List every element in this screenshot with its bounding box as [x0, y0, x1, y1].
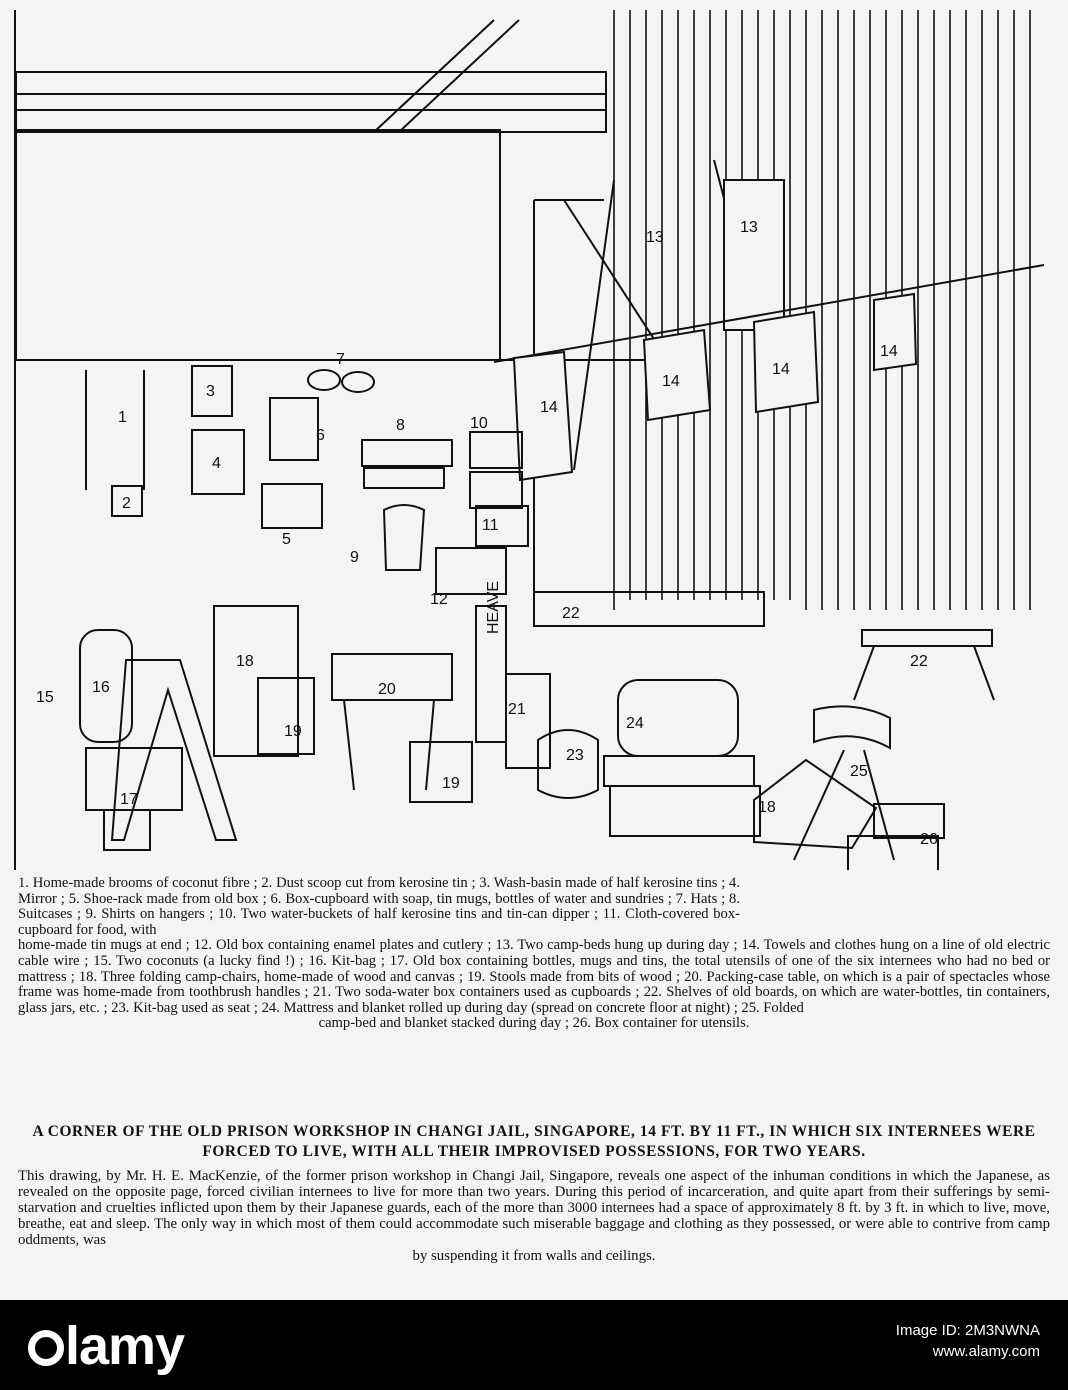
label-14d: 14	[880, 343, 898, 360]
label-10: 10	[470, 415, 488, 432]
caption-headline: A CORNER OF THE OLD PRISON WORKSHOP IN CHANGI JAIL, SINGAPORE, 14 FT. BY 11 FT., IN WHICH SIX INTERNEES WERE FORCED TO LIVE, WITH ALL THEIR IMPROVISED POSSESSIONS, FOR TWO YEARS.	[32, 1123, 1036, 1160]
crate-stencil: HEAVE	[485, 580, 502, 634]
label-25: 25	[850, 763, 868, 780]
label-15: 15	[36, 689, 54, 706]
legend-line-1: 1. Home-made brooms of coconut fibre ; 2. Dust scoop cut from kerosine tin ; 3. Wash-basin made of half kerosine tins ; 4. Mirror ; 5. Shoe-rack made from old box ; 6. Box-cupboard with soap, tin mugs, bottles of water and sundries ; 7. Hats ; 8. Suitcases ; 9. Shirts on hangers ; 10. Two water-buckets of half kerosine tins and tin-can dipper ; 11. Cloth-covered box-cupboard for food, with	[18, 875, 740, 938]
label-14c: 14	[772, 361, 790, 378]
caption-body	[18, 1168, 1050, 1264]
label-7: 7	[336, 351, 345, 368]
label-17: 17	[120, 791, 138, 808]
label-20: 20	[378, 681, 396, 698]
label-3: 3	[206, 383, 215, 400]
label-1: 1	[118, 409, 127, 426]
label-14a: 14	[540, 399, 558, 416]
label-12: 12	[430, 591, 448, 608]
label-19b: 19	[442, 775, 460, 792]
label-13b: 13	[740, 219, 758, 236]
label-14b: 14	[662, 373, 680, 390]
label-11: 11	[482, 517, 499, 534]
logo-a-icon	[28, 1330, 64, 1366]
caption-last-line: by suspending it from walls and ceilings.	[412, 1248, 656, 1264]
stock-image-id	[896, 1322, 1040, 1360]
label-6: 6	[316, 427, 325, 444]
label-21: 21	[508, 701, 526, 718]
label-18b: 18	[758, 799, 776, 816]
label-9: 9	[350, 549, 359, 566]
label-5: 5	[282, 531, 291, 548]
label-24: 24	[626, 715, 644, 732]
label-18a: 18	[236, 653, 254, 670]
furniture	[80, 606, 944, 870]
caption-paragraph: This drawing, by Mr. H. E. MacKenzie, of the former prison workshop in Changi Jail, Singapore, reveals one aspect of the inhuman conditions in which the Japanese, as revealed on the opposite page, forced civilian internees to live for more than two years. During this period of incarceration, and quite apart from their sufferings by semi-starvation and cruelties inflicted upon them by their Japanese guards, each of the more than 3000 internees had a space of approximately 8 ft. by 3 ft. in which to live, move, breathe, eat and sleep. The only way in which most of them could accommodate such miserable baggage and clothing as they possessed, or were able to contrive from camp oddments, was	[18, 1168, 1050, 1248]
back-wall	[16, 130, 500, 360]
numbered-legend	[18, 876, 1050, 1032]
label-16: 16	[92, 679, 110, 696]
image-id-text: Image ID: 2M3NWNA	[895, 1322, 1040, 1339]
label-22a: 22	[562, 605, 580, 622]
camp-bed-frames	[564, 160, 784, 470]
legend-line-3: camp-bed and blanket stacked during day ; 26. Box container for utensils.	[318, 1015, 750, 1032]
hanging-towels	[514, 294, 916, 480]
logo-text: lamy	[65, 1316, 185, 1376]
workshop-illustration	[14, 10, 1054, 870]
line-drawing	[14, 10, 1054, 870]
label-2: 2	[122, 495, 131, 512]
label-8: 8	[396, 417, 405, 434]
stock-url: www.alamy.com	[932, 1343, 1040, 1360]
corrugated-iron-wall	[614, 10, 1030, 610]
alamy-logo	[28, 1315, 184, 1377]
legend-line-2: home-made tin mugs at end ; 12. Old box containing enamel plates and cutlery ; 13. Two camp-beds hung up during day ; 14. Towels and clothes hung on a line of old electric cable wire ; 15. Two coconuts (a lucky find !) ; 16. Kit-bag ; 17. Old box containing bottles, mugs and tins, the total utensils of one of the six internees who had no bed or mattress ; 18. Three folding camp-chairs, home-made of wood and canvas ; 19. Stools made from bits of wood ; 20. Packing-case table, on which is a pair of spectacles whose frame was home-made from toothbrush handles ; 21. Two soda-water box containers used as cupboards ; 22. Shelves of old boards, on which are water-bottles, tin containers, glass jars, etc. ; 23. Kit-bag used as seat ; 24. Mattress and blanket rolled up during day (spread on concrete floor at night) ; 25. Folded	[18, 937, 1050, 1016]
label-13a: 13	[646, 229, 664, 246]
label-23: 23	[566, 747, 584, 764]
label-22b: 22	[910, 653, 928, 670]
label-26: 26	[920, 831, 938, 848]
board-shelves	[534, 592, 994, 700]
ceiling-girder	[16, 72, 606, 132]
label-4: 4	[212, 455, 221, 472]
label-19a: 19	[284, 723, 302, 740]
wall-items	[86, 366, 528, 594]
